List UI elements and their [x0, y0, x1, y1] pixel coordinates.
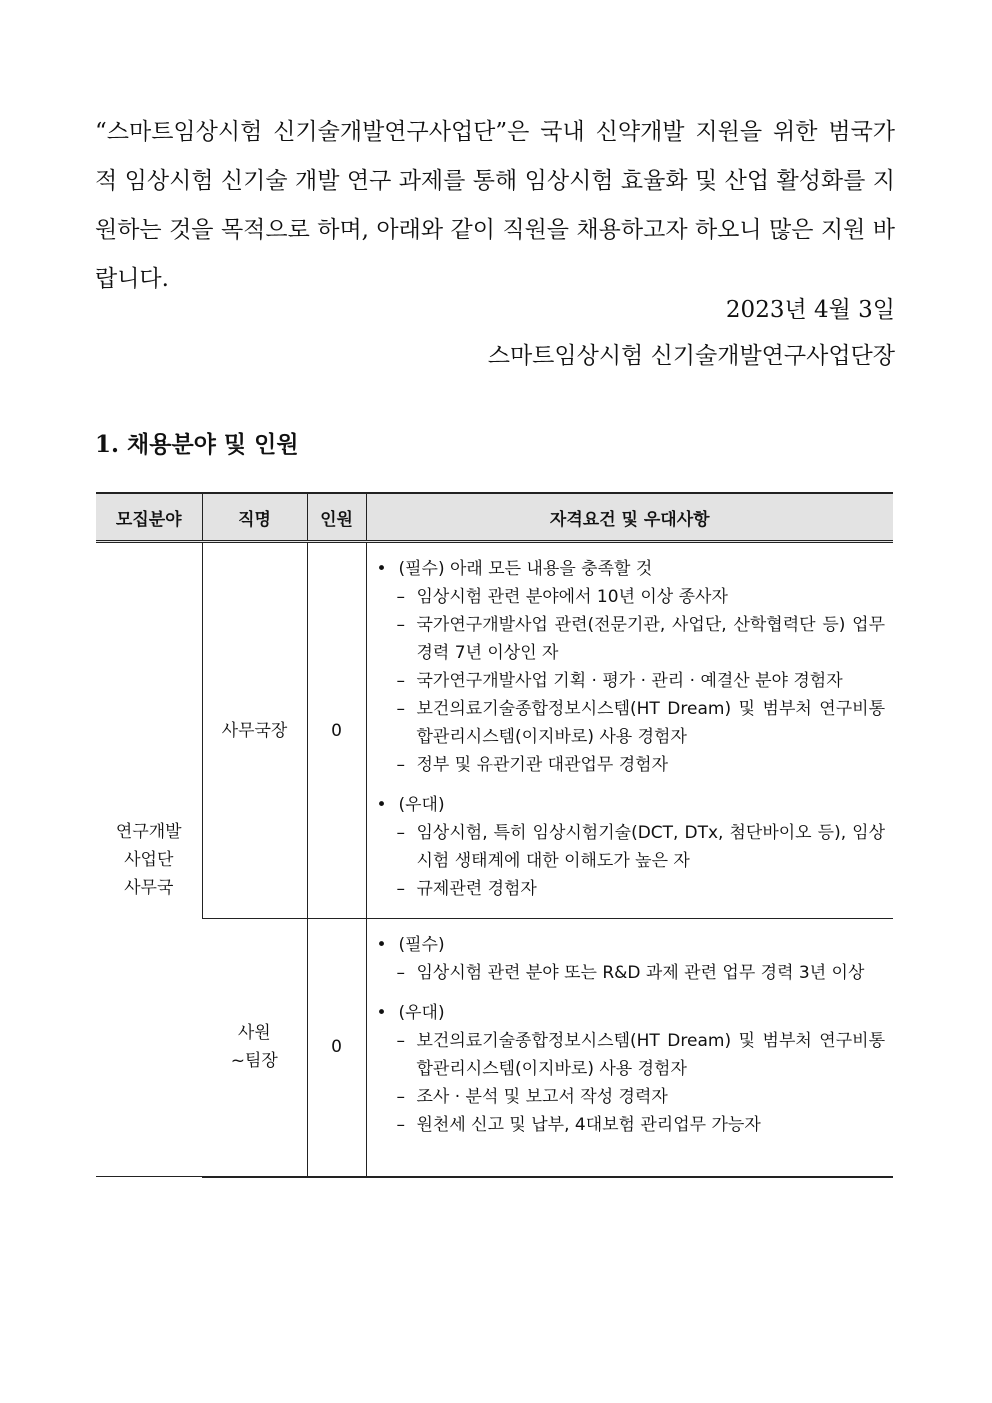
- dash-icon: –: [396, 587, 405, 607]
- bullet-icon: •: [376, 559, 387, 579]
- list-item: – 임상시험, 특히 임상시험기술(DCT, DTx, 첨단바이오 등), 임상시험 생태계에 대한 이해도가 높은 자: [375, 819, 886, 875]
- table-header-row: [96, 493, 893, 542]
- list-item: – 국가연구개발사업 기획 · 평가 · 관리 · 예결산 분야 경험자: [375, 667, 886, 695]
- required-block: [375, 555, 886, 779]
- requirements-cell: [366, 542, 893, 919]
- header-requirements: 자격요건 및 우대사항: [366, 493, 893, 542]
- dash-icon: –: [396, 1031, 405, 1051]
- header-count: 인원: [307, 493, 366, 542]
- requirements-cell: [366, 919, 893, 1177]
- bullet-icon: •: [376, 1003, 387, 1023]
- list-item: – 원천세 신고 및 납부, 4대보험 관리업무 가능자: [375, 1111, 886, 1139]
- preferred-label: (우대): [398, 1003, 445, 1023]
- issuer-name: 스마트임상시험 신기술개발연구사업단장: [487, 343, 895, 369]
- dash-icon: –: [396, 823, 405, 843]
- position-title-cell: 사원 ~팀장: [202, 919, 307, 1177]
- preferred-block: [375, 791, 886, 903]
- header-title: 직명: [202, 493, 307, 542]
- table-row: [96, 542, 893, 919]
- required-block: [375, 931, 886, 987]
- recruitment-table: [96, 492, 893, 1178]
- dash-icon: –: [396, 879, 405, 899]
- list-item: – 보건의료기술종합정보시스템(HT Dream) 및 범부처 연구비통합관리시스템(이지바로) 사용 경험자: [375, 695, 886, 751]
- preferred-block: [375, 999, 886, 1139]
- intro-paragraph: “스마트임상시험 신기술개발연구사업단”은 국내 신약개발 지원을 위한 범국가적 임상시험 신기술 개발 연구 과제를 통해 임상시험 효율화 및 산업 활성화를 지원하는 것을 목적으로 하며, 아래와 같이 직원을 채용하고자 하오니 많은 지원 바랍니다.: [95, 119, 895, 292]
- required-label: (필수) 아래 모든 내용을 충족할 것: [398, 559, 653, 579]
- position-count-cell: 0: [307, 542, 366, 919]
- dash-icon: –: [396, 963, 405, 983]
- preferred-label: (우대): [398, 795, 445, 815]
- list-item: – 조사 · 분석 및 보고서 작성 경력자: [375, 1083, 886, 1111]
- position-title-cell: 사무국장: [202, 542, 307, 919]
- bullet-icon: •: [376, 795, 387, 815]
- field-cell: 연구개발 사업단 사무국: [96, 542, 202, 1177]
- position-count-cell: 0: [307, 919, 366, 1177]
- bullet-icon: •: [376, 935, 387, 955]
- list-item: – 국가연구개발사업 관련(전문기관, 사업단, 산학협력단 등) 업무 경력 7년 이상인 자: [375, 611, 886, 667]
- header-field: 모집분야: [96, 493, 202, 542]
- dash-icon: –: [396, 671, 405, 691]
- table-row: [96, 919, 893, 1177]
- list-item: – 정부 및 유관기관 대관업무 경험자: [375, 751, 886, 779]
- dash-icon: –: [396, 1087, 405, 1107]
- list-item: – 보건의료기술종합정보시스템(HT Dream) 및 범부처 연구비통합관리시스템(이지바로) 사용 경험자: [375, 1027, 886, 1083]
- announcement-date: 2023년 4월 3일: [725, 297, 895, 323]
- list-item: – 임상시험 관련 분야 또는 R&D 과제 관련 업무 경력 3년 이상: [375, 959, 886, 987]
- list-item: – 규제관련 경험자: [375, 875, 886, 903]
- dash-icon: –: [396, 755, 405, 775]
- dash-icon: –: [396, 1115, 405, 1135]
- required-label: (필수): [398, 935, 445, 955]
- dash-icon: –: [396, 699, 405, 719]
- section-title: 1. 채용분야 및 인원: [95, 431, 299, 458]
- list-item: – 임상시험 관련 분야에서 10년 이상 종사자: [375, 583, 886, 611]
- dash-icon: –: [396, 615, 405, 635]
